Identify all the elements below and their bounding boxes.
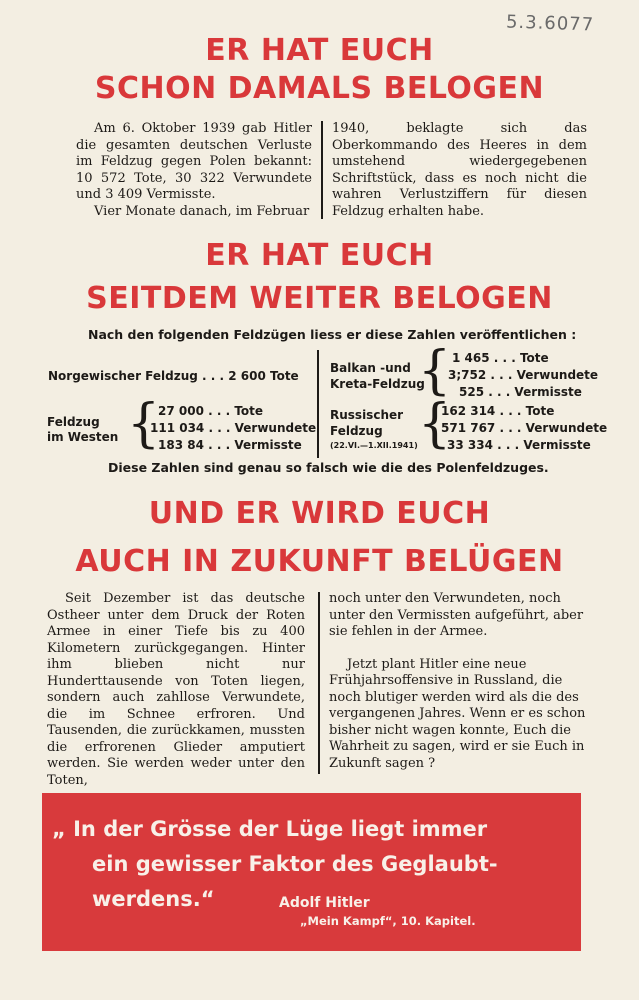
section1-right-column (332, 121, 587, 220)
norway-campaign: Norgewischer Feldzug . . . 2 600 Tote (48, 369, 299, 383)
russia-row-wounded: 571 767 . . . Verwundete (441, 421, 608, 435)
section1-right-para: 1940, beklagte sich das Oberkommando des Heeres in dem umstehend wiedergegebenen Schriftstück, dass es noch nicht die wahren Verlustziffern für diesen Feldzug erhalten habe. (332, 121, 587, 219)
casualty-intro: Nach den folgenden Feldzügen liess er diese Zahlen veröffentlichen : (88, 327, 577, 342)
headline-2-line2: SEITDEM WEITER BELOGEN (86, 281, 553, 316)
russia-label-dates: (22.VI.—1.XII.1941) (330, 441, 418, 450)
west-row-killed: 27 000 . . . Tote (158, 404, 264, 418)
headline-3-line2: AUCH IN ZUKUNFT BELÜGEN (75, 544, 564, 579)
section3-left-column (47, 591, 305, 789)
headline-1-line2: SCHON DAMALS BELOGEN (94, 71, 545, 106)
section1-left-column (76, 121, 312, 220)
balkan-brace: { (418, 341, 452, 401)
balkan-label-1: Balkan -und (330, 361, 411, 375)
balkan-row-wounded: 3;752 . . . Verwundete (448, 368, 599, 382)
west-brace: { (127, 394, 161, 454)
russia-label-1: Russischer (330, 408, 404, 422)
balkan-row-killed: 1 465 . . . Tote (452, 351, 549, 365)
west-row-wounded: 111 034 . . . Verwundete (150, 421, 317, 435)
balkan-row-missing: 525 . . . Vermisste (459, 385, 582, 399)
quote-author: Adolf Hitler (279, 895, 370, 911)
west-label-1: Feldzug (47, 415, 100, 429)
section2-column-rule (317, 350, 319, 458)
russia-row-killed: 162 314 . . . Tote (441, 404, 555, 418)
quote-source: „Mein Kampf“, 10. Kapitel. (300, 914, 476, 928)
russia-brace: { (418, 394, 452, 454)
balkan-label-2: Kreta-Feldzug (330, 377, 425, 391)
section3-right-para2: Jetzt plant Hitler eine neue Frühjahrsoffensive in Russland, die noch blutiger werden wird als die des vergangenen Jahres. Wenn er es schon bisher nicht wagen konnte, Euch die Wahrheit zu sagen, wird er sie Euch in Zukunft sagen ? (329, 656, 586, 771)
section3-column-rule (318, 592, 320, 774)
russia-row-missing: 33 334 . . . Vermisste (447, 438, 591, 452)
quote-line-2: ein gewisser Faktor des Geglaubt- (92, 852, 498, 876)
west-row-missing: 183 84 . . . Vermisste (158, 438, 302, 452)
headline-2-line1: ER HAT EUCH (205, 238, 434, 273)
quote-line-1: „ In der Grösse der Lüge liegt immer (52, 817, 488, 841)
casualty-closing-note: Diese Zahlen sind genau so falsch wie die des Polenfeldzuges. (108, 460, 549, 475)
headline-3-line1: UND ER WIRD EUCH (148, 496, 491, 531)
section1-column-rule (321, 121, 323, 219)
west-label-2: im Westen (47, 430, 119, 444)
section3-left-para: Seit Dezember ist das deutsche Ostheer unter dem Druck der Roten Armee in einer Tiefe bis zu 400 Kilometern zurückgegangen. Hinter ihm blieben nicht nur Hunderttausende von Toten liegen, sondern auch zahllose Verwundete, die im Schnee erfroren. Und Tausenden, die zurückkamen, mussten die erfrorenen Glieder amputiert werden. Sie werden weder unter den Toten, (47, 591, 305, 788)
archive-number: 5.3.6077 (505, 11, 595, 36)
section3-right-para1: noch unter den Verwundeten, noch unter den Vermissten aufgeführt, aber sie fehlen in der Armee. (329, 591, 584, 639)
headline-1-line1: ER HAT EUCH (205, 33, 434, 68)
section1-left-para2: Vier Monate danach, im Februar (94, 203, 310, 219)
russia-label-2: Feldzug (330, 424, 383, 438)
section1-left-para1: Am 6. Oktober 1939 gab Hitler die gesamten deutschen Verluste im Feldzug gegen Polen bekannt: 10 572 Tote, 30 322 Verwundete und 3 409 Vermisste. (76, 121, 312, 202)
section3-right-column (329, 591, 591, 772)
quote-line-3: werdens.“ (92, 887, 215, 911)
